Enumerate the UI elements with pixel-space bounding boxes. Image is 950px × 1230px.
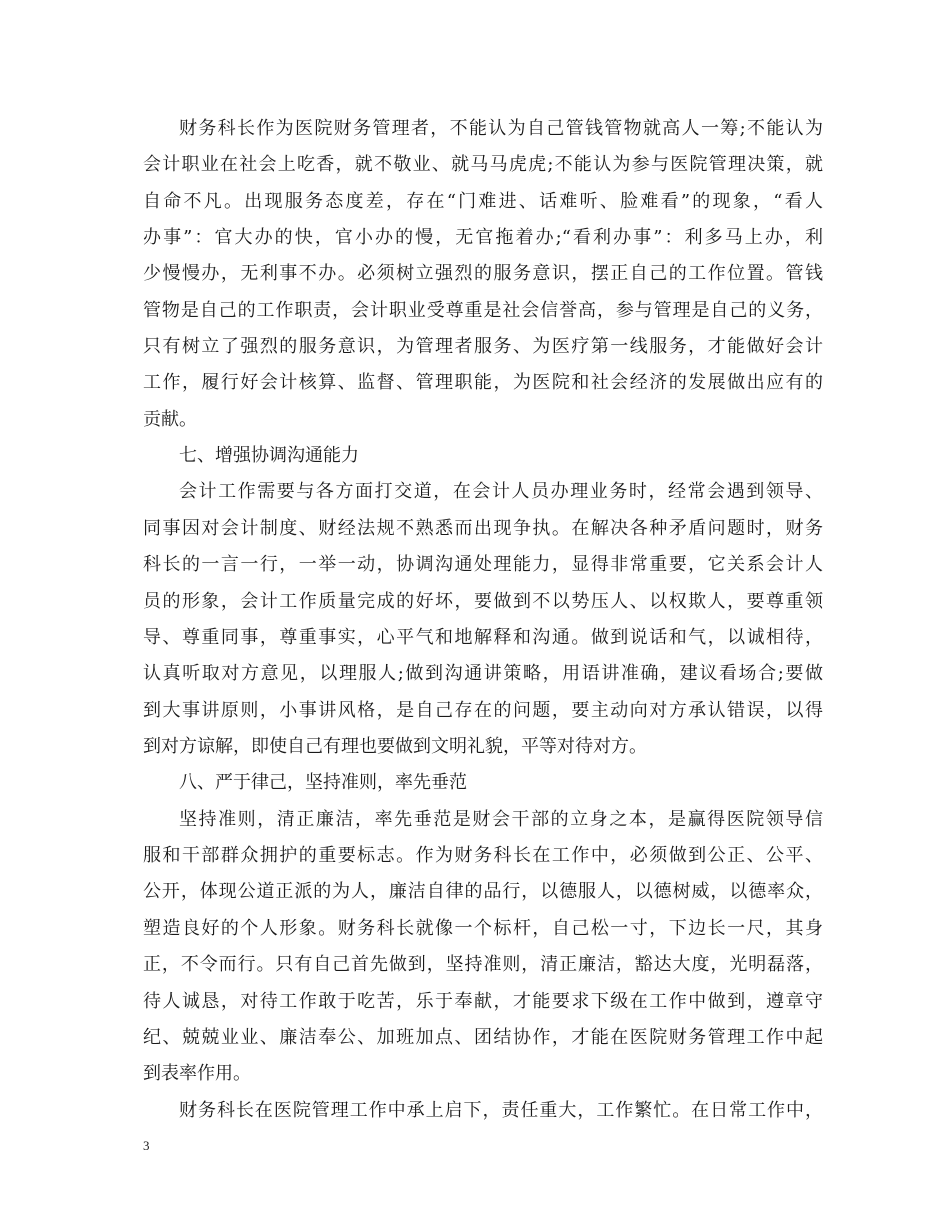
paragraph-line: 公开，体现公道正派的为人，廉洁自律的品行，以德服人，以德树威，以德率众，: [143, 881, 823, 902]
paragraph-line: 财务科长作为医院财务管理者，不能认为自己管钱管物就高人一筹;不能认为: [179, 118, 823, 139]
paragraph-line: 只有树立了强烈的服务意识，为管理者服务、为医疗第一线服务，才能做好会计: [143, 336, 823, 357]
paragraph-line: 认真听取对方意见，以理服人;做到沟通讲策略，用语讲准确，建议看场合;要做: [143, 663, 823, 684]
paragraph-line: 待人诚恳，对待工作敢于吃苦，乐于奉献，才能要求下级在工作中做到，遵章守: [143, 991, 823, 1012]
paragraph-line: 纪、兢兢业业、廉洁奉公、加班加点、团结协作，才能在医院财务管理工作中起: [143, 1027, 823, 1048]
paragraph-line: 会计职业在社会上吃香，就不敬业、就马马虎虎;不能认为参与医院管理决策，就: [143, 154, 823, 175]
paragraph-line: 同事因对会计制度、财经法规不熟悉而出现争执。在解决各种矛盾问题时，财务: [143, 518, 823, 539]
paragraph-line: 管物是自己的工作职责，会计职业受尊重是社会信誉高，参与管理是自己的义务，: [143, 300, 823, 321]
paragraph-line: 到大事讲原则，小事讲风格，是自己存在的问题，要主动向对方承认错误，以得: [143, 700, 823, 721]
paragraph-line: 坚持准则，清正廉洁，率先垂范是财会干部的立身之本，是赢得医院领导信: [179, 809, 823, 830]
paragraph-line: 员的形象，会计工作质量完成的好坏，要做到不以势压人、以权欺人，要尊重领: [143, 591, 823, 612]
page-number: 3: [143, 1138, 150, 1153]
paragraph-line: 塑造良好的个人形象。财务科长就像一个标杆，自己松一寸，下边长一尺，其身: [143, 918, 823, 939]
paragraph-line: 到对方谅解，即使自己有理也要做到文明礼貌，平等对待对方。: [143, 736, 647, 757]
section-heading: 七、增强协调沟通能力: [179, 445, 359, 466]
paragraph-line: 少慢慢办，无利事不办。必须树立强烈的服务意识，摆正自己的工作位置。管钱: [143, 263, 823, 284]
paragraph-line: 到表率作用。: [143, 1063, 251, 1084]
paragraph-line: 服和干部群众拥护的重要标志。作为财务科长在工作中，必须做到公正、公平、: [143, 845, 823, 866]
section-heading: 八、严于律己，坚持准则，率先垂范: [179, 772, 467, 793]
paragraph-line: 会计工作需要与各方面打交道，在会计人员办理业务时，经常会遇到领导、: [179, 481, 823, 502]
paragraph-line: 正，不令而行。只有自己首先做到，坚持准则，清正廉洁，豁达大度，光明磊落，: [143, 954, 823, 975]
paragraph-line: 导、尊重同事，尊重事实，心平气和地解释和沟通。做到说话和气，以诚相待，: [143, 627, 823, 648]
paragraph-line: 财务科长在医院管理工作中承上启下，责任重大，工作繁忙。在日常工作中，: [179, 1100, 823, 1121]
paragraph-line: 工作，履行好会计核算、监督、管理职能，为医院和社会经济的发展做出应有的: [143, 372, 823, 393]
paragraph-line: 贡献。: [143, 409, 197, 430]
paragraph-line: 科长的一言一行，一举一动，协调沟通处理能力，显得非常重要，它关系会计人: [143, 554, 823, 575]
paragraph-line: 自命不凡。出现服务态度差，存在“门难进、话难听、脸难看”的现象，“看人: [143, 191, 823, 212]
paragraph-line: 办事”：官大办的快，官小办的慢，无官拖着办;“看利办事”：利多马上办，利: [143, 227, 823, 248]
